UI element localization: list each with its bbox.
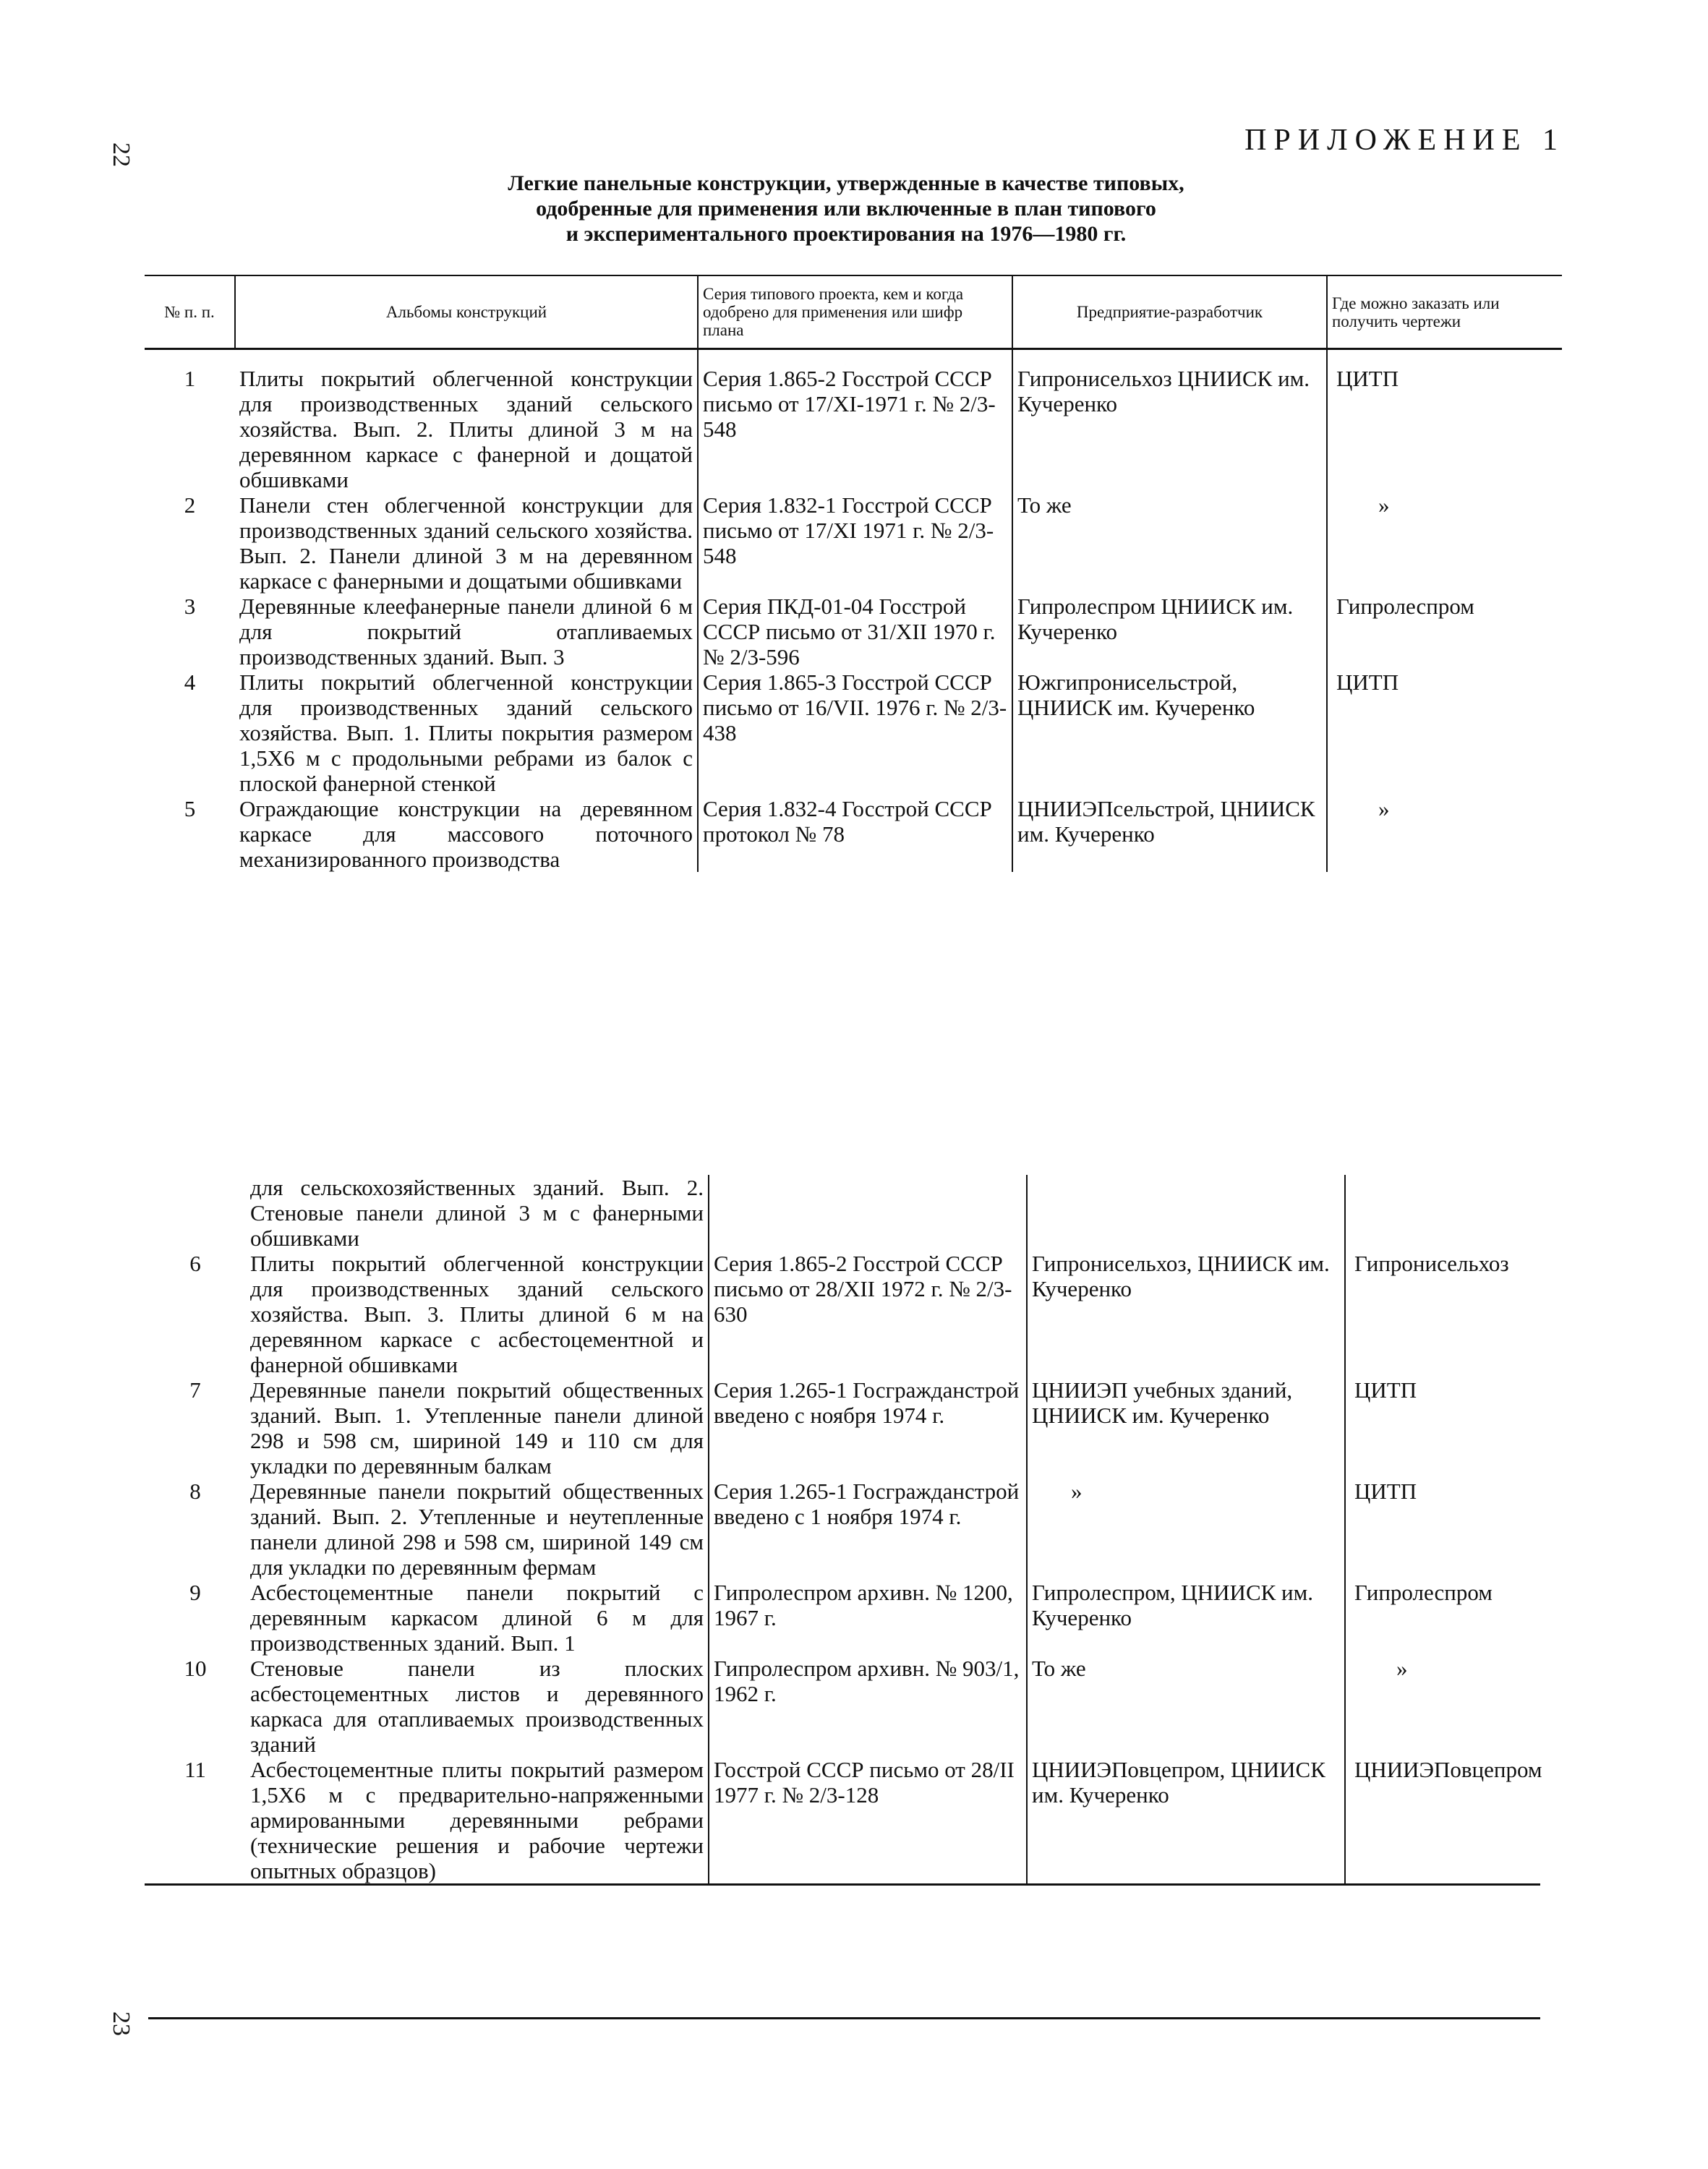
title-line-1: Легкие панельные конструкции, утвержденные в качестве типовых, [508,171,1184,195]
row-album: Стеновые панели из плоских асбестоцементных листов и деревянного каркаса для отапливаемых производственных зданий [246,1656,709,1757]
row-developer: ЦНИИЭПовцепром, ЦНИИСК им. Кучеренко [1027,1757,1345,1885]
row-num: 6 [189,1251,201,1276]
row-series: Серия 1.265-1 Госгражданстрой введено с 1 ноября 1974 г. [709,1479,1027,1580]
row-orderer: Гипронисельхоз [1354,1251,1509,1276]
row-album: Ограждающие конструкции на деревянном каркасе для массового поточного механизированного производства [235,796,698,872]
row-developer: ЦНИИЭП учебных зданий, ЦНИИСК им. Кучеренко [1027,1377,1345,1479]
row-album-continued: для сельскохозяйственных зданий. Вып. 2. Стеновые панели длиной 3 м с фанерными обшивками [246,1175,709,1251]
row-album: Панели стен облегченной конструкции для производственных зданий сельского хозяйства. Вып. 2. Панели длиной 3 м на деревянном каркасе с фанерными и дощатыми обшивками [235,492,698,594]
bottom-rule [148,2017,1540,2019]
row-developer: » [1027,1479,1345,1580]
row-orderer: ЦИТП [1336,366,1399,391]
row-num: 9 [189,1580,201,1605]
row-series: Серия ПКД-01-04 Госстрой СССР письмо от 31/XII 1970 г. № 2/3-596 [698,594,1012,669]
row-series: Серия 1.265-1 Госгражданстрой введено с ноября 1974 г. [709,1377,1027,1479]
row-num: 1 [184,366,196,391]
header-developer: Предприятие-разработчик [1012,275,1327,349]
row-orderer: » [1378,492,1390,518]
row-developer: Гипролеспром, ЦНИИСК им. Кучеренко [1027,1580,1345,1656]
document-title [376,171,1316,247]
table-row [145,796,1562,872]
table-row [145,349,1562,493]
row-orderer: ЦИТП [1354,1377,1417,1403]
table-row [145,1251,1540,1377]
row-developer: То же [1027,1656,1345,1757]
table-row [145,669,1562,796]
row-album: Деревянные панели покрытий общественных зданий. Вып. 1. Утепленные панели длиной 298 и 598 см, шириной 149 и 110 см для укладки по деревянным балкам [246,1377,709,1479]
title-line-3: и экспериментального проектирования на 1976—1980 гг. [565,222,1127,246]
page-number-bottom: 23 [108,2011,134,2036]
row-num: 7 [189,1377,201,1403]
row-orderer: ЦИТП [1336,669,1399,695]
row-series: Серия 1.832-4 Госстрой СССР протокол № 78 [698,796,1012,872]
header-series: Серия типового проекта, кем и когда одобрено для применения или шифр плана [698,275,1012,349]
row-album: Деревянные клеефанерные панели длиной 6 м для покрытий отапливаемых производственных зданий. Вып. 3 [235,594,698,669]
row-album: Деревянные панели покрытий общественных зданий. Вып. 2. Утепленные и неутепленные панели длиной 298 и 598 см, шириной 149 см для укладки по деревянным фермам [246,1479,709,1580]
row-orderer: » [1396,1656,1408,1681]
title-line-2: одобренные для применения или включенные в план типового [536,197,1156,221]
table-row [145,1656,1540,1757]
page-number-top: 22 [108,142,134,167]
row-developer: ЦНИИЭПсельстрой, ЦНИИСК им. Кучеренко [1012,796,1327,872]
row-orderer: Гипролеспром [1336,594,1474,619]
table-row-continued [145,1175,1540,1251]
row-developer: Гипролеспром ЦНИИСК им. Кучеренко [1012,594,1327,669]
row-num: 10 [184,1656,207,1681]
table-row [145,1377,1540,1479]
row-developer: Южгипронисельстрой, ЦНИИСК им. Кучеренко [1012,669,1327,796]
row-orderer: » [1378,796,1390,821]
row-num: 4 [184,669,196,695]
row-orderer: ЦИТП [1354,1479,1417,1504]
row-orderer: ЦНИИЭПовцепром [1345,1757,1540,1885]
row-series: Серия 1.865-2 Госстрой СССР письмо от 17/XI-1971 г. № 2/3-548 [698,349,1012,493]
table-row [145,1757,1540,1885]
row-num: 8 [189,1479,201,1504]
row-developer: То же [1012,492,1327,594]
constructions-table-bottom [145,1175,1540,1886]
row-album: Плиты покрытий облегченной конструкции для производственных зданий сельского хозяйства. Вып. 2. Плиты длиной 3 м на деревянном каркасе с фанерной и дощатой обшивками [235,349,698,493]
row-num: 3 [184,594,196,619]
row-developer: Гипронисельхоз ЦНИИСК им. Кучеренко [1012,349,1327,493]
table-row [145,492,1562,594]
row-album: Асбестоцементные плиты покрытий размером 1,5X6 м с предварительно-напряженными армированными деревянными ребрами (технические решения и рабочие чертежи опытных образцов) [246,1757,709,1885]
constructions-table-top [145,275,1562,872]
row-series: Серия 1.865-2 Госстрой СССР письмо от 28/XII 1972 г. № 2/3-630 [709,1251,1027,1377]
appendix-label: ПРИЛОЖЕНИЕ 1 [1244,124,1565,157]
row-series: Госстрой СССР письмо от 28/II 1977 г. № 2/3-128 [709,1757,1027,1885]
table-row [145,594,1562,669]
header-orderer: Где можно заказать или получить чертежи [1327,275,1562,349]
row-series: Гипролеспром архивн. № 1200, 1967 г. [709,1580,1027,1656]
row-developer: Гипронисельхоз, ЦНИИСК им. Кучеренко [1027,1251,1345,1377]
row-series: Серия 1.865-3 Госстрой СССР письмо от 16/VII. 1976 г. № 2/3-438 [698,669,1012,796]
row-album: Плиты покрытий облегченной конструкции для производственных зданий сельского хозяйства. Вып. 1. Плиты покрытия размером 1,5X6 м с продольными ребрами из балок с плоской фанерной стенкой [235,669,698,796]
row-num: 5 [184,796,196,821]
table-row [145,1580,1540,1656]
header-albums: Альбомы конструкций [235,275,698,349]
row-album: Асбестоцементные панели покрытий с деревянным каркасом длиной 6 м для производственных зданий. Вып. 1 [246,1580,709,1656]
row-series: Серия 1.832-1 Госстрой СССР письмо от 17/XI 1971 г. № 2/3-548 [698,492,1012,594]
row-series: Гипролеспром архивн. № 903/1, 1962 г. [709,1656,1027,1757]
row-num: 11 [145,1757,246,1885]
row-orderer: Гипролеспром [1354,1580,1493,1605]
table-row [145,1479,1540,1580]
row-num: 2 [184,492,196,518]
header-num: № п. п. [145,275,235,349]
table-header-row [145,275,1562,349]
row-album: Плиты покрытий облегченной конструкции для производственных зданий сельского хозяйства. Вып. 3. Плиты длиной 6 м на деревянном каркасе с асбестоцементной и фанерной обшивками [246,1251,709,1377]
